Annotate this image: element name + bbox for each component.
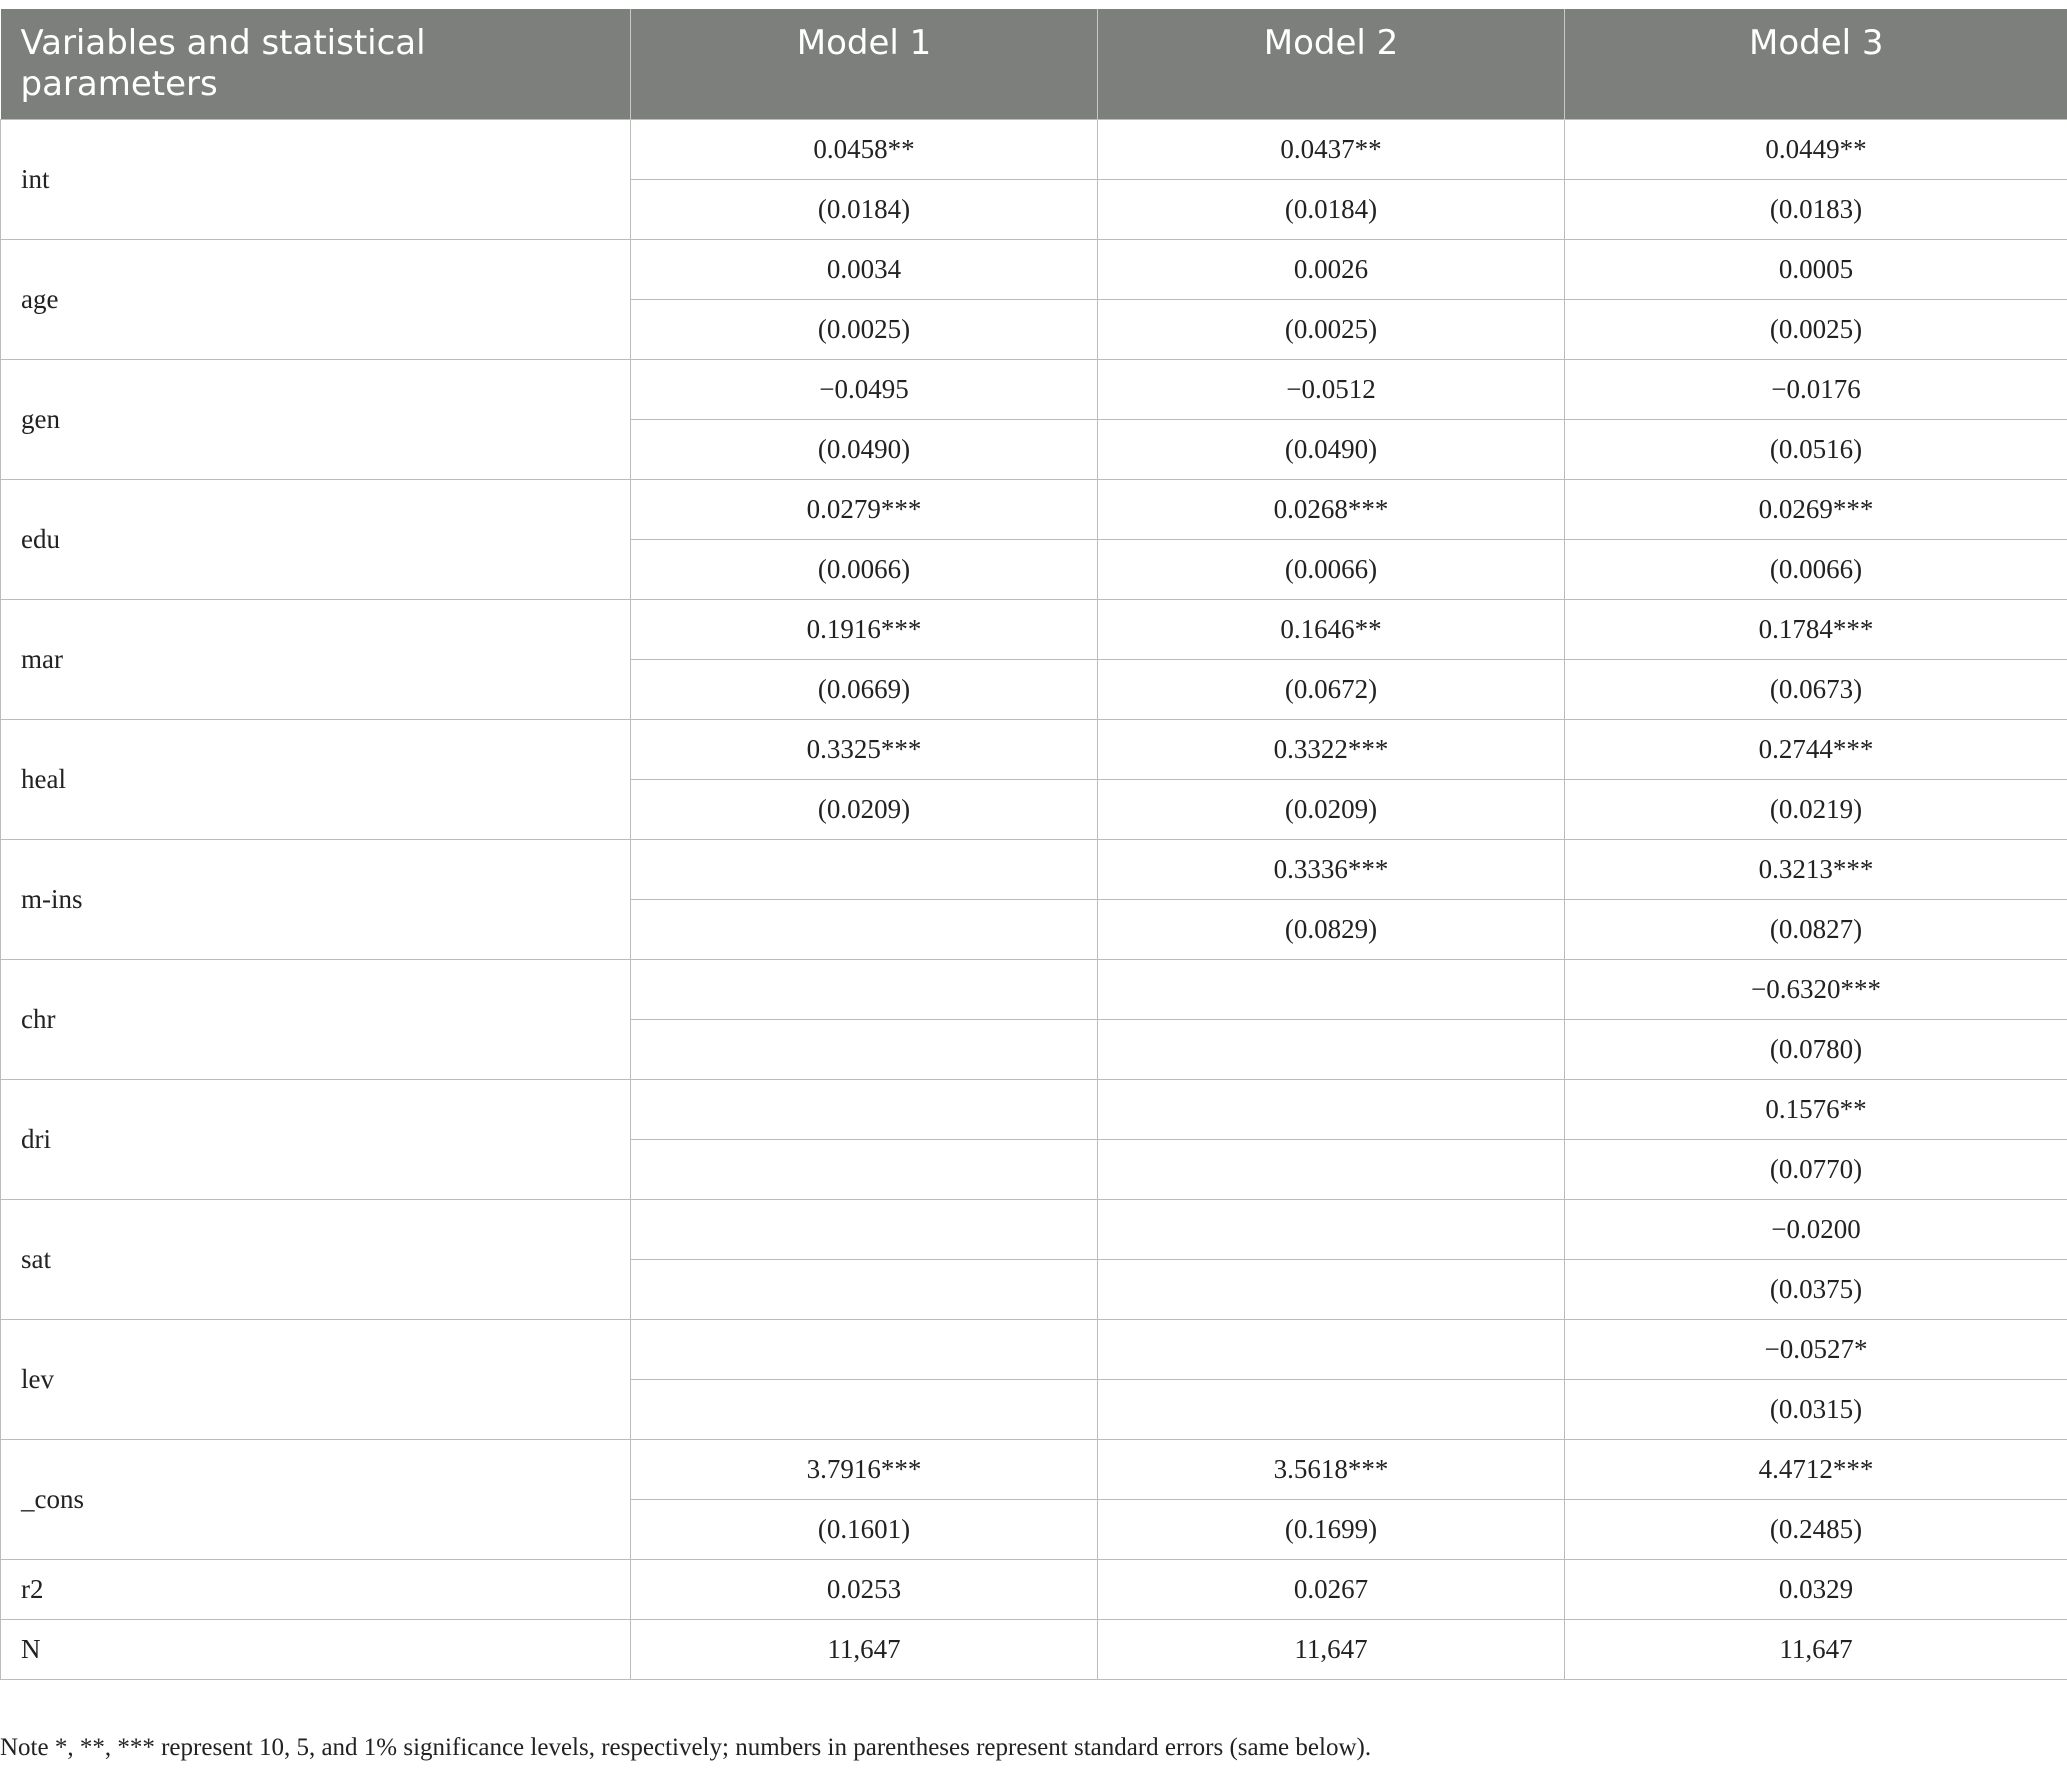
coefficient-cell: −0.0495 [631,359,1098,419]
standard-error-cell: (0.0209) [1098,779,1565,839]
variable-name: _cons [1,1439,631,1559]
standard-error-cell: (0.0490) [631,419,1098,479]
table-row [1,1319,2067,1379]
standard-error-cell: (0.0490) [1098,419,1565,479]
table-row [1,1439,2067,1499]
coefficient-cell [1098,1199,1565,1259]
standard-error-cell: (0.0315) [1565,1379,2067,1439]
standard-error-cell: (0.0673) [1565,659,2067,719]
table-row [1,1619,2067,1679]
standard-error-cell: (0.0025) [631,299,1098,359]
standard-error-cell: (0.0770) [1565,1139,2067,1199]
standard-error-cell [631,1259,1098,1319]
variable-name: mar [1,599,631,719]
standard-error-cell: (0.0219) [1565,779,2067,839]
statistic-value: 11,647 [1098,1619,1565,1679]
header-model-2: Model 2 [1098,9,1565,119]
coefficient-cell: 0.0034 [631,239,1098,299]
regression-results-table [0,9,2067,1680]
variable-name: heal [1,719,631,839]
coefficient-cell: −0.0176 [1565,359,2067,419]
standard-error-cell: (0.1699) [1098,1499,1565,1559]
table-row [1,839,2067,899]
table-header [1,9,2067,119]
table-row [1,1199,2067,1259]
coefficient-cell: 0.0437** [1098,119,1565,179]
coefficient-cell: 4.4712*** [1565,1439,2067,1499]
standard-error-cell: (0.0025) [1565,299,2067,359]
coefficient-cell: 0.1916*** [631,599,1098,659]
standard-error-cell: (0.0780) [1565,1019,2067,1079]
coefficient-cell: 0.3322*** [1098,719,1565,779]
variable-name: lev [1,1319,631,1439]
standard-error-cell: (0.0672) [1098,659,1565,719]
variable-name: sat [1,1199,631,1319]
coefficient-cell: 0.0026 [1098,239,1565,299]
standard-error-cell: (0.0375) [1565,1259,2067,1319]
standard-error-cell [1098,1139,1565,1199]
coefficient-cell: 3.7916*** [631,1439,1098,1499]
standard-error-cell [1098,1259,1565,1319]
coefficient-cell: −0.0200 [1565,1199,2067,1259]
coefficient-cell: 0.3213*** [1565,839,2067,899]
standard-error-cell [1098,1019,1565,1079]
standard-error-cell: (0.0183) [1565,179,2067,239]
coefficient-cell: 0.0279*** [631,479,1098,539]
standard-error-cell: (0.0184) [1098,179,1565,239]
variable-name: int [1,119,631,239]
coefficient-cell: 0.0449** [1565,119,2067,179]
statistic-value: 11,647 [1565,1619,2067,1679]
variable-name: age [1,239,631,359]
variable-name: chr [1,959,631,1079]
coefficient-cell: 0.1784*** [1565,599,2067,659]
table-row [1,239,2067,299]
table-row [1,719,2067,779]
variable-name: edu [1,479,631,599]
standard-error-cell: (0.0516) [1565,419,2067,479]
coefficient-cell [631,959,1098,1019]
coefficient-cell [631,1079,1098,1139]
coefficient-cell: 0.0458** [631,119,1098,179]
table-row [1,119,2067,179]
coefficient-cell: 0.2744*** [1565,719,2067,779]
standard-error-cell: (0.0829) [1098,899,1565,959]
coefficient-cell: 0.1646** [1098,599,1565,659]
table-row [1,959,2067,1019]
header-row [1,9,2067,119]
coefficient-cell [631,1199,1098,1259]
coefficient-cell: 0.0268*** [1098,479,1565,539]
table-note: Note *, **, *** represent 10, 5, and 1% significance levels, respectively; numbers in parentheses represent standard errors (same below). [0,1734,1372,1761]
statistic-value: 0.0267 [1098,1559,1565,1619]
standard-error-cell: (0.0209) [631,779,1098,839]
coefficient-cell [1098,1319,1565,1379]
header-variables: Variables and statistical parameters [1,9,631,119]
variable-name: gen [1,359,631,479]
header-model-1: Model 1 [631,9,1098,119]
table-row [1,359,2067,419]
coefficient-cell: 0.3325*** [631,719,1098,779]
standard-error-cell: (0.0025) [1098,299,1565,359]
coefficient-cell: 0.0005 [1565,239,2067,299]
variable-name: dri [1,1079,631,1199]
statistic-name: N [1,1619,631,1679]
table-row [1,1079,2067,1139]
table-row [1,1559,2067,1619]
statistic-value: 0.0253 [631,1559,1098,1619]
header-model-3: Model 3 [1565,9,2067,119]
standard-error-cell: (0.1601) [631,1499,1098,1559]
coefficient-cell: −0.0512 [1098,359,1565,419]
coefficient-cell [1098,1079,1565,1139]
coefficient-cell: 0.3336*** [1098,839,1565,899]
table-row [1,599,2067,659]
standard-error-cell: (0.0669) [631,659,1098,719]
standard-error-cell: (0.0827) [1565,899,2067,959]
statistic-value: 11,647 [631,1619,1098,1679]
standard-error-cell [631,899,1098,959]
statistic-name: r2 [1,1559,631,1619]
standard-error-cell: (0.0066) [631,539,1098,599]
standard-error-cell [631,1019,1098,1079]
statistic-value: 0.0329 [1565,1559,2067,1619]
variable-name: m-ins [1,839,631,959]
coefficient-cell [1098,959,1565,1019]
coefficient-cell: 3.5618*** [1098,1439,1565,1499]
coefficient-cell: −0.0527* [1565,1319,2067,1379]
standard-error-cell [631,1139,1098,1199]
standard-error-cell: (0.0184) [631,179,1098,239]
standard-error-cell: (0.2485) [1565,1499,2067,1559]
table-row [1,479,2067,539]
standard-error-cell: (0.0066) [1565,539,2067,599]
standard-error-cell [631,1379,1098,1439]
coefficient-cell [631,839,1098,899]
coefficient-cell: −0.6320*** [1565,959,2067,1019]
coefficient-cell: 0.0269*** [1565,479,2067,539]
coefficient-cell [631,1319,1098,1379]
coefficient-cell: 0.1576** [1565,1079,2067,1139]
standard-error-cell [1098,1379,1565,1439]
standard-error-cell: (0.0066) [1098,539,1565,599]
table-body [1,119,2067,1679]
